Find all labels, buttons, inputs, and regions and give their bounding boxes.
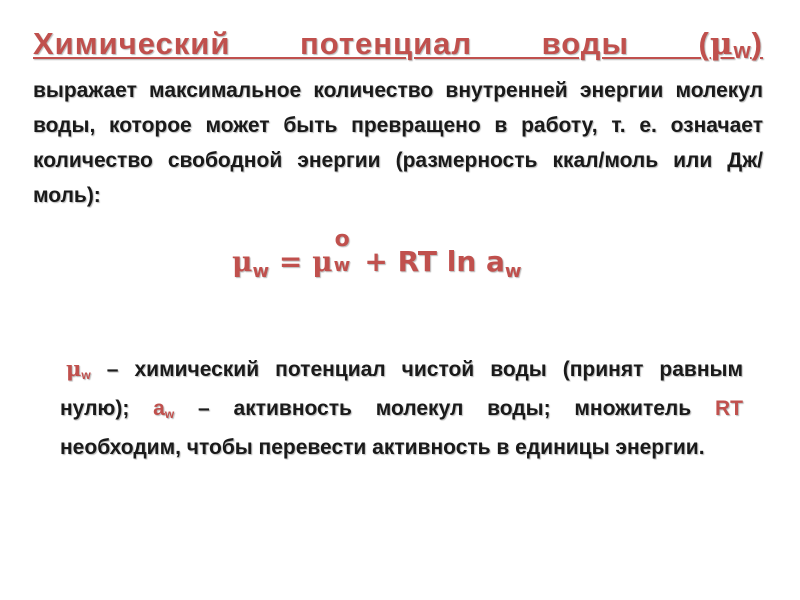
- formula-sub-w-2: w: [333, 255, 351, 276]
- formula-mu-w: μ: [232, 245, 253, 278]
- formula-rt-ln-a: + RT ln a: [354, 245, 505, 278]
- explain-mu-subscript: w: [81, 368, 91, 382]
- formula-mu-standard: μ: [312, 245, 333, 278]
- slide-title: [33, 22, 763, 73]
- formula-sup-sub: [333, 227, 355, 276]
- formula-explanation: [60, 352, 743, 465]
- title-mu-subscript: w: [733, 38, 752, 63]
- explain-mu-symbol: μ: [66, 356, 82, 381]
- formula-sub-w-3: w: [504, 261, 522, 282]
- formula-equals: =: [269, 245, 313, 278]
- title-close-paren: ): [751, 26, 763, 61]
- explain-text-2: – активность молекул воды; множитель: [174, 397, 715, 420]
- explain-text-3: необходим, чтобы перевести активность в единицы энергии.: [60, 436, 705, 459]
- explain-rt-symbol: RT: [715, 397, 743, 420]
- title-text: Химический потенциал воды (: [33, 26, 710, 61]
- formula-sup-o: o: [334, 227, 350, 252]
- explain-a-subscript: w: [164, 407, 175, 421]
- formula-sub-w-1: w: [252, 261, 270, 282]
- intro-body-text: выражает максимальное количество внутренней энергии молекул воды, которое может быть превращено в работу, т. е. означает количество свободной энергии (размерность ккал/моль или Дж/моль):: [33, 79, 763, 207]
- intro-paragraph: [33, 22, 763, 213]
- title-mu-symbol: μ: [709, 26, 734, 62]
- explain-a-symbol: a: [153, 397, 165, 420]
- chemical-potential-formula: [232, 227, 522, 282]
- explain-text-1: – химический потенциал чистой воды (принят равным нулю);: [60, 358, 743, 420]
